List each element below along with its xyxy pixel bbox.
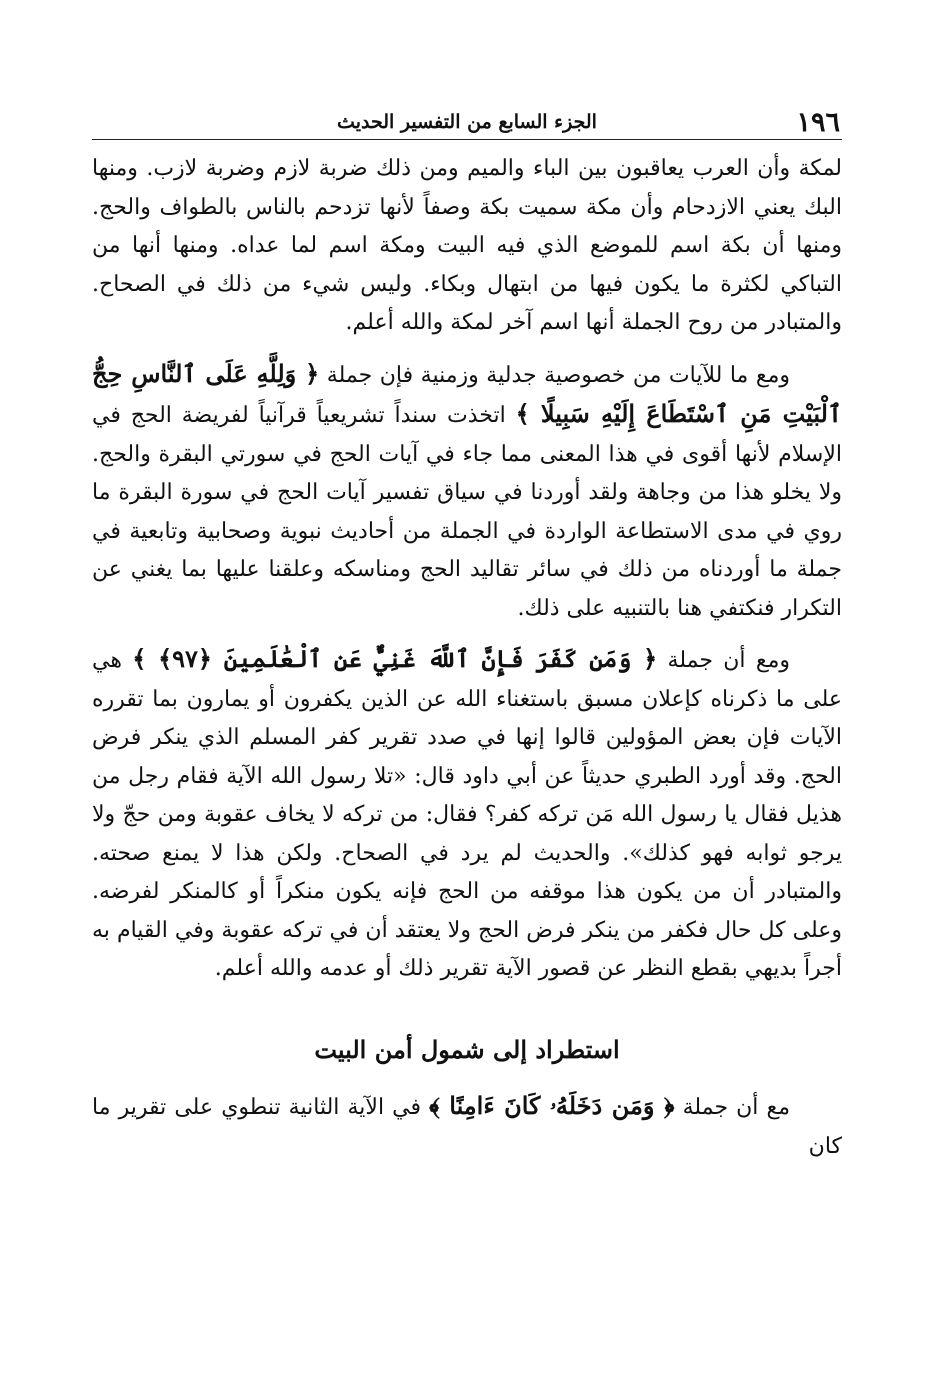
paragraph-text-before-verse: ومع أن جملة — [667, 648, 790, 673]
quran-verse: ﴿ وَمَن دَخَلَهُۥ كَانَ ءَامِنًا ﴾ — [429, 1091, 675, 1120]
paragraph-text-after-verse: اتخذت سنداً تشريعياً قرآنياً لفريضة الحج في الإسلام لأنها أقوى في هذا المعنى مما جاء في آيات الحج في سورتي البقرة والحج. ولا يخلو هذا من وجاهة ولقد أوردنا في سياق تفسير آيات الحج في سورة البقرة ما روي في مدى الاستطاعة الواردة في الجملة من أحاديث نبوية وصحابية وتابعية في جملة ما أوردناه من ذلك في سائر تقاليد الحج ومناسكه وعلقنا عليها بما يغني عن التكرار فنكتفي هنا بالتنبيه على ذلك. — [92, 403, 842, 621]
book-page — [92, 0, 842, 1377]
paragraph-text-before-verse: مع أن جملة — [682, 1095, 791, 1120]
paragraph-4 — [92, 1087, 842, 1166]
paragraph-2 — [92, 355, 842, 629]
running-title: الجزء السابع من التفسير الحديث — [337, 111, 597, 133]
section-heading: استطراد إلى شمول أمن البيت — [314, 1034, 620, 1064]
body-text — [92, 150, 842, 1178]
page-number: ١٩٦ — [796, 107, 840, 138]
paragraph-text-after-verse: في الآية الثانية تنطوي على تقرير ما كان — [92, 1095, 842, 1159]
running-header — [92, 103, 842, 140]
paragraph-text-before-verse: ومع ما للآيات من خصوصية جدلية وزمنية فإن جملة — [326, 362, 790, 388]
quran-verse: ﴿ وَلِلَّهِ عَلَى ٱلنَّاسِ حِجُّ ٱلْبَيْتِ مَنِ ٱسْتَطَاعَ إِلَيْهِ سَبِيلًا ﴾ — [92, 358, 843, 428]
quran-verse: ﴿ وَمَن كَفَرَ فَإِنَّ ٱللَّهَ غَنِيٌّ عَنِ ٱلْعَٰلَمِينَ ﴿٩٧﴾ ﴾ — [132, 644, 658, 673]
paragraph-1 — [92, 150, 842, 343]
paragraph-3 — [92, 640, 842, 989]
paragraph-text-after-verse: هي على ما ذكرناه كإعلان مسبق باستغناء الله عن الذين يكفرون أو يمارون بما تقرره الآيات فإن بعض المؤولين قالوا إنها في صدد تقرير كفر المسلم الذي ينكر فرض الحج. وقد أورد الطبري حديثاً عن أبي داود قال: «تلا رسول الله الآية فقام رجل من هذيل فقال يا رسول الله مَن تركه كفر؟ فقال: من تركه لا يخاف عقوبة ومن حجّ ولا يرجو ثوابه فهو كذلك». والحديث لم يرد في الصحاح. ولكن هذا لا يمنع صحته. والمتبادر أن من يكون هذا موقفه من الحج فإنه يكون منكراً أو كالمنكر لفرضه. وعلى كل حال فكفر من ينكر فرض الحج ولا يعتقد أن في تركه عقوبة وفي القيام به أجراً بديهي بقطع النظر عن قصور الآية تقرير ذلك أو عدمه والله أعلم. — [92, 648, 842, 981]
paragraph-text: لمكة وأن العرب يعاقبون بين الباء والميم ومن ذلك ضربة لازم وضربة لازب. ومنها البك يعني الازدحام وأن مكة سميت بكة وصفاً لأنها تزدحم بالناس بالطواف والحج. ومنها أن بكة اسم للموضع الذي فيه البيت ومكة اسم لما عداه. ومنها أنها من التباكي لكثرة ما يكون فيها من ابتهال وبكاء. وليس شيء من ذلك في الصحاح. والمتبادر من روح الجملة أنها اسم آخر لمكة والله أعلم. — [92, 156, 842, 335]
